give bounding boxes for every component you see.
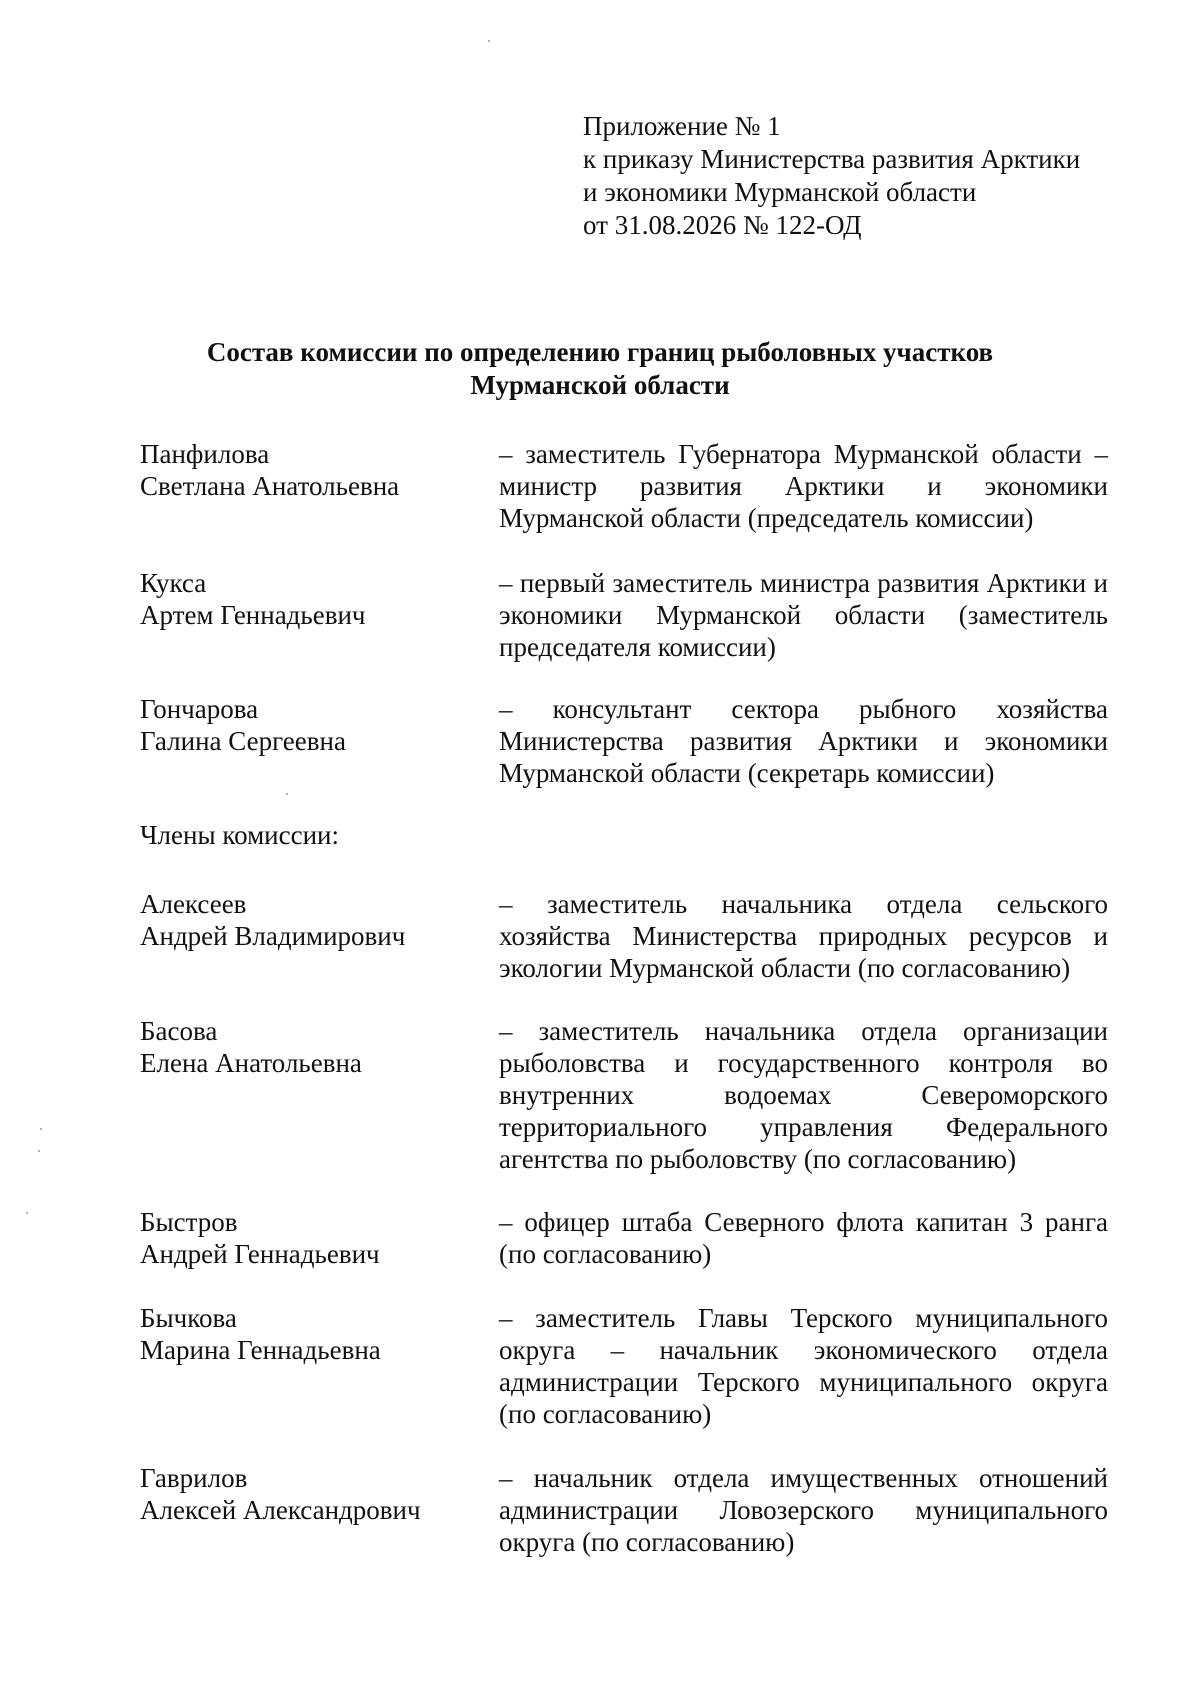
scan-speck bbox=[488, 40, 490, 42]
person-surname: Гончарова bbox=[140, 694, 259, 724]
appendix-number: Приложение № 1 bbox=[583, 111, 781, 141]
person-surname: Кукса bbox=[140, 568, 207, 598]
appendix-date: от 31.08.2026 № 122-ОД bbox=[583, 210, 862, 240]
scan-speck bbox=[26, 1212, 28, 1214]
person-given-names: Артем Геннадьевич bbox=[140, 600, 366, 630]
scan-speck bbox=[40, 1128, 42, 1130]
title-line-2: Мурманской области bbox=[470, 370, 730, 400]
person-given-names: Елена Анатольевна bbox=[140, 1048, 362, 1078]
scan-speck bbox=[38, 1150, 40, 1152]
person-surname: Басова bbox=[140, 1016, 218, 1046]
appendix-ministry: и экономики Мурманской области bbox=[583, 177, 977, 207]
title-line-1: Состав комиссии по определению границ рыболовных участков bbox=[206, 337, 994, 367]
person-role: – заместитель Главы Терского муниципального округа – начальник экономического отдела администрации Терского муниципального округа (по согласованию) bbox=[499, 1303, 1108, 1429]
person-surname: Панфилова bbox=[140, 439, 270, 469]
members-heading: Члены комиссии: bbox=[140, 820, 339, 850]
person-given-names: Андрей Владимирович bbox=[140, 921, 406, 951]
person-given-names: Галина Сергеевна bbox=[140, 726, 346, 756]
person-surname: Гаврилов bbox=[140, 1463, 248, 1493]
person-name bbox=[140, 1302, 480, 1366]
person-role: – заместитель Губернатора Мурманской области – министр развития Арктики и экономики Мурманской области (председатель комиссии) bbox=[499, 439, 1108, 533]
person-surname: Быстров bbox=[140, 1207, 238, 1237]
person-name bbox=[140, 1206, 480, 1270]
person-role: – первый заместитель министра развития Арктики и экономики Мурманской области (заместитель председателя комиссии) bbox=[499, 568, 1108, 662]
person-name bbox=[140, 1015, 480, 1079]
person-name bbox=[140, 888, 480, 952]
appendix-block bbox=[583, 110, 1143, 242]
person-given-names: Алексей Александрович bbox=[140, 1495, 421, 1525]
person-given-names: Светлана Анатольевна bbox=[140, 471, 400, 501]
person-surname: Алексеев bbox=[140, 889, 247, 919]
scan-speck bbox=[286, 793, 288, 795]
person-name bbox=[140, 438, 480, 502]
document-title bbox=[140, 336, 1060, 402]
appendix-order-ref: к приказу Министерства развития Арктики bbox=[583, 144, 1081, 174]
person-role: – начальник отдела имущественных отношений администрации Ловозерского муниципального округа (по согласованию) bbox=[499, 1463, 1108, 1557]
person-name bbox=[140, 693, 480, 757]
person-role: – консультант сектора рыбного хозяйства Министерства развития Арктики и экономики Мурманской области (секретарь комиссии) bbox=[499, 694, 1108, 788]
person-role: – заместитель начальника отдела сельского хозяйства Министерства природных ресурсов и экологии Мурманской области (по согласованию) bbox=[499, 889, 1108, 983]
person-given-names: Андрей Геннадьевич bbox=[140, 1239, 380, 1269]
person-name bbox=[140, 567, 480, 631]
person-role: – офицер штаба Северного флота капитан 3 ранга (по согласованию) bbox=[499, 1207, 1108, 1269]
person-role: – заместитель начальника отдела организации рыболовства и государственного контроля во внутренних водоемах Североморского территориального управления Федерального агентства по рыболовству (по согласованию) bbox=[499, 1016, 1108, 1174]
person-given-names: Марина Геннадьевна bbox=[140, 1335, 381, 1365]
person-name bbox=[140, 1462, 480, 1526]
person-surname: Бычкова bbox=[140, 1303, 237, 1333]
